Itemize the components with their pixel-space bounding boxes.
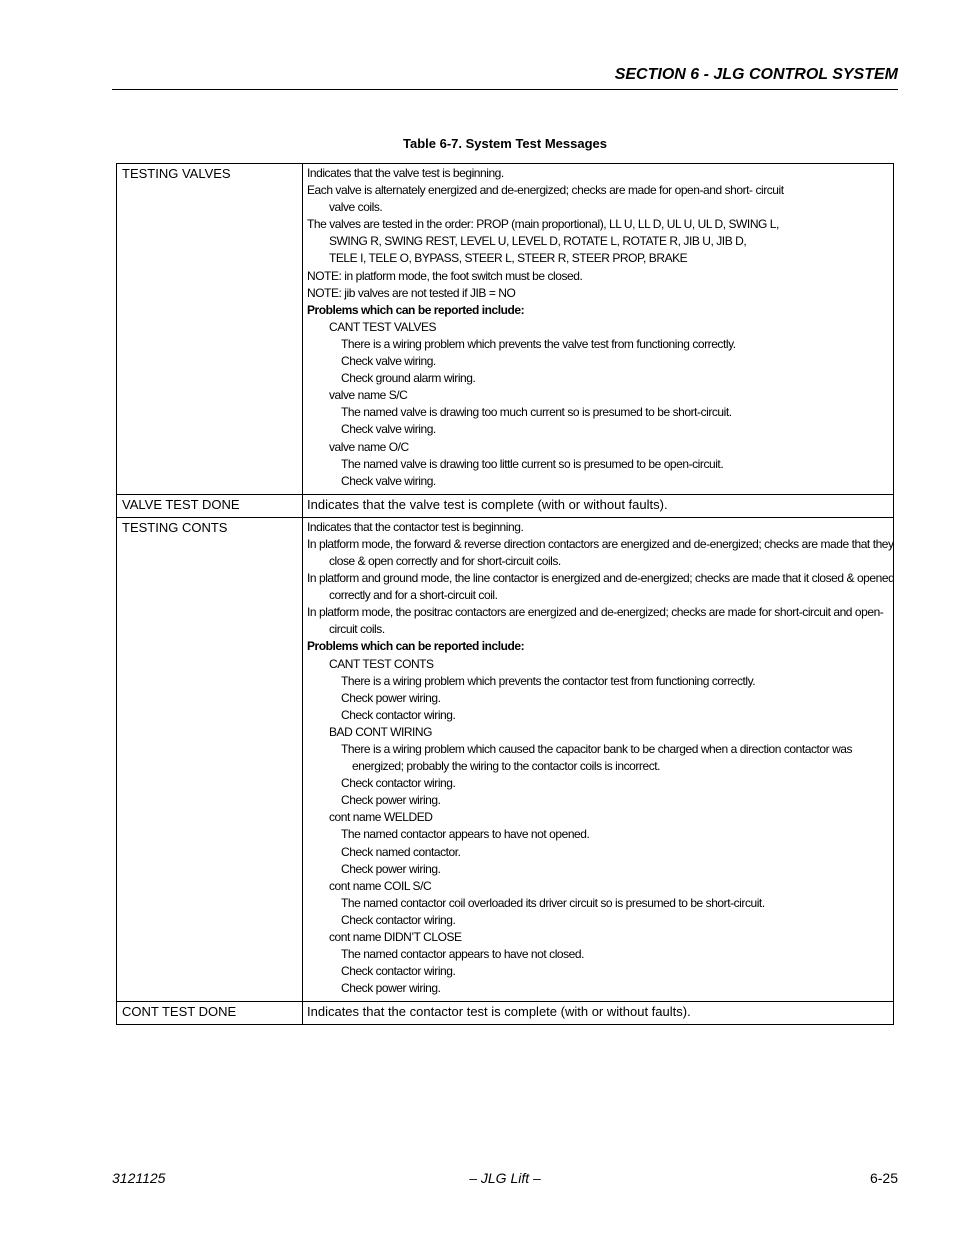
description-line: Check valve wiring. bbox=[341, 422, 436, 437]
description-line: valve name S/C bbox=[329, 388, 408, 403]
description-line: valve coils. bbox=[329, 200, 383, 215]
description-line: CANT TEST VALVES bbox=[329, 319, 437, 334]
description-line: In platform mode, the forward & reverse direction contactors are energized and de-energized; checks are made that they bbox=[307, 536, 894, 551]
description-line: Check contactor wiring. bbox=[341, 707, 456, 722]
description-line: The named contactor coil overloaded its driver circuit so is presumed to be short-circuit. bbox=[341, 895, 765, 910]
description-line: valve name O/C bbox=[329, 439, 409, 454]
description-line: Check power wiring. bbox=[341, 690, 441, 705]
description-line: energized; probably the wiring to the contactor coils is incorrect. bbox=[352, 759, 661, 774]
description-line: SWING R, SWING REST, LEVEL U, LEVEL D, ROTATE L, ROTATE R, JIB U, JIB D, bbox=[329, 234, 747, 249]
description-line: cont name WELDED bbox=[329, 810, 433, 825]
table-row bbox=[117, 494, 894, 517]
description-line: The named contactor appears to have not closed. bbox=[341, 947, 585, 962]
message-name-cell: TESTING VALVES bbox=[117, 164, 303, 495]
description-line: The valves are tested in the order: PROP (main proportional), LL U, LL D, UL U, UL D, SWING L, bbox=[307, 217, 779, 232]
description-line: Check power wiring. bbox=[341, 793, 441, 808]
description-line: BAD CONT WIRING bbox=[329, 724, 433, 739]
description-line: Check valve wiring. bbox=[341, 354, 436, 369]
description-line: Each valve is alternately energized and de-energized; checks are made for open-and short- circuit bbox=[307, 183, 784, 198]
description-line: Check contactor wiring. bbox=[341, 912, 456, 927]
description-line: Indicates that the contactor test is beginning. bbox=[307, 519, 524, 534]
description-line: TELE I, TELE O, BYPASS, STEER L, STEER R, STEER PROP, BRAKE bbox=[329, 251, 688, 266]
description-line: There is a wiring problem which prevents the valve test from functioning correctly. bbox=[341, 336, 736, 351]
message-name-cell: CONT TEST DONE bbox=[117, 1002, 303, 1025]
table-caption: Table 6-7. System Test Messages bbox=[402, 136, 607, 151]
description-line: Check valve wiring. bbox=[341, 473, 436, 488]
problems-heading: Problems which can be reported include: bbox=[307, 639, 525, 654]
message-description-cell bbox=[303, 517, 894, 1002]
page-number: 6-25 bbox=[869, 1170, 898, 1186]
description-line: Check ground alarm wiring. bbox=[341, 371, 476, 386]
message-description-cell: Indicates that the valve test is complete (with or without faults). bbox=[303, 494, 894, 517]
system-test-messages-table bbox=[116, 163, 894, 1025]
description-line: NOTE: in platform mode, the foot switch must be closed. bbox=[307, 268, 583, 283]
description-line: circuit coils. bbox=[329, 622, 385, 637]
footer-brand: – JLG Lift – bbox=[469, 1170, 541, 1186]
message-name-cell: VALVE TEST DONE bbox=[117, 494, 303, 517]
description-line: Check named contactor. bbox=[341, 844, 461, 859]
description-line: In platform mode, the positrac contactors are energized and de-energized; checks are made for short-circuit and open- bbox=[307, 605, 884, 620]
description-line: In platform and ground mode, the line contactor is energized and de-energized; checks are made that it closed & opened bbox=[307, 571, 895, 586]
description-line: The named valve is drawing too much current so is presumed to be short-circuit. bbox=[341, 405, 732, 420]
problems-heading: Problems which can be reported include: bbox=[307, 302, 525, 317]
description-line: There is a wiring problem which caused the capacitor bank to be charged when a direction contactor was bbox=[341, 742, 853, 756]
doc-number: 3121125 bbox=[112, 1170, 166, 1186]
description-line: NOTE: jib valves are not tested if JIB = NO bbox=[307, 285, 516, 300]
message-name-cell: TESTING CONTS bbox=[117, 517, 303, 1002]
table-row bbox=[117, 517, 894, 1002]
description-line: The named contactor appears to have not opened. bbox=[341, 827, 590, 842]
description-line: cont name DIDN’T CLOSE bbox=[329, 930, 462, 945]
description-line: Check contactor wiring. bbox=[341, 964, 456, 979]
description-line: Indicates that the valve test is beginning. bbox=[307, 166, 504, 180]
section-header: SECTION 6 - JLG CONTROL SYSTEM bbox=[614, 66, 898, 83]
description-line: close & open correctly and for short-circuit coils. bbox=[329, 553, 561, 568]
description-line: There is a wiring problem which prevents the contactor test from functioning correctly. bbox=[341, 673, 756, 688]
message-description-cell bbox=[303, 164, 894, 495]
header-rule bbox=[112, 89, 898, 90]
description-line: Check power wiring. bbox=[341, 861, 441, 876]
description-line: cont name COIL S/C bbox=[329, 878, 432, 893]
description-line: CANT TEST CONTS bbox=[329, 656, 434, 671]
table-row bbox=[117, 1002, 894, 1025]
description-line: correctly and for a short-circuit coil. bbox=[329, 588, 498, 603]
description-line: The named valve is drawing too little current so is presumed to be open-circuit. bbox=[341, 456, 724, 471]
description-line: Check power wiring. bbox=[341, 981, 441, 996]
message-description-cell: Indicates that the contactor test is complete (with or without faults). bbox=[303, 1002, 894, 1025]
description-line: Check contactor wiring. bbox=[341, 776, 456, 791]
table-row bbox=[117, 164, 894, 495]
